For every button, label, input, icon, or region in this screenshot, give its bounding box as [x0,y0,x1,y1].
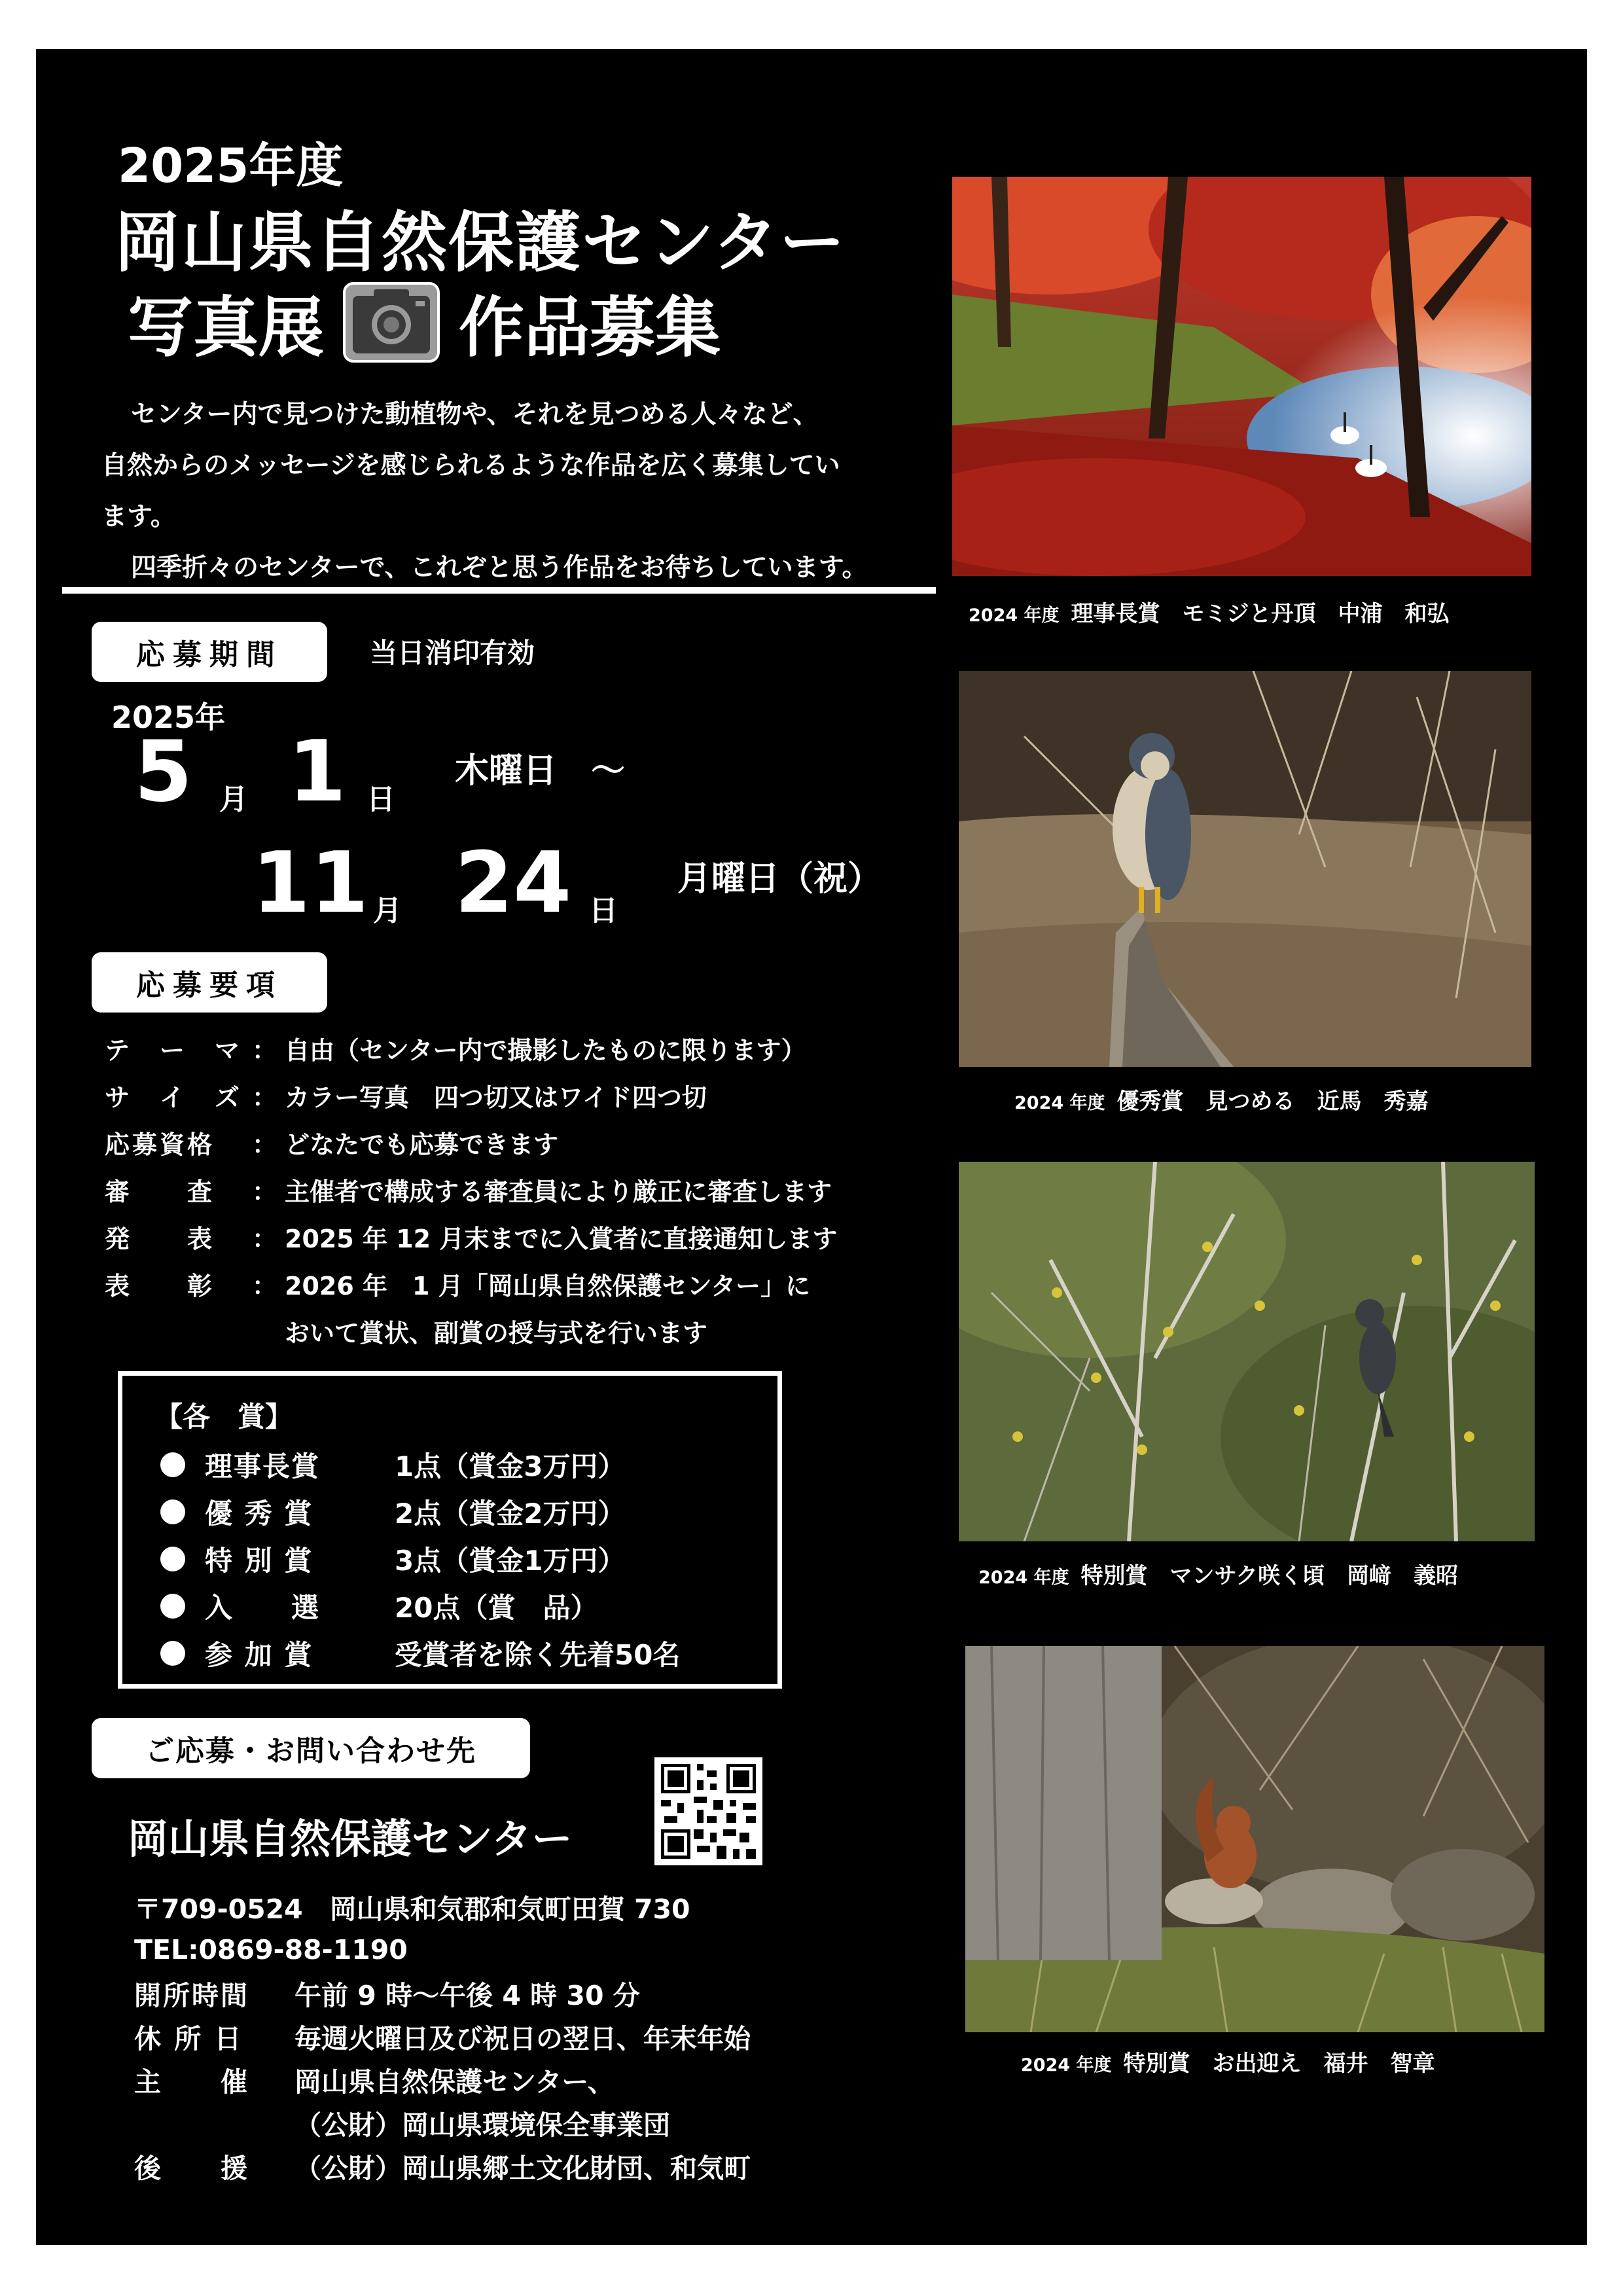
requirement-colon: ： [252,1130,277,1159]
intro-line-2: 自然からのメッセージを感じられるような作品を広く募集してい [101,451,840,480]
contact-value: （公財）岡山県郷土文化財団、和気町 [294,2152,751,2184]
prize-detail: 1点（賞金3万円） [395,1450,626,1482]
requirement-row [105,1071,942,1119]
requirement-row [105,1119,942,1166]
contact-row [134,2144,751,2187]
contact-tel[interactable]: TEL:0869-88-1190 [134,1934,408,1965]
requirement-value: 2025 年 12 月末までに入賞者に直接通知します [285,1224,838,1253]
bullet-icon [160,1499,185,1524]
intro-line-1: センター内で見つけた動植物や、それを見つめる人々など、 [131,400,819,429]
title-photo-exhibition: 写真展 [128,289,324,366]
caption-title: 理事長賞 モミジと丹頂 中浦 和弘 [1071,601,1450,627]
contact-key: 後 援 [134,2152,249,2184]
prize-name: 入 選 [205,1592,321,1624]
contact-value: （公財）岡山県環境保全事業団 [294,2109,670,2141]
divider [62,587,936,594]
requirement-key: 表 彰 [105,1271,215,1300]
bullet-icon [160,1547,185,1571]
contact-row [134,2015,751,2058]
bullet-icon [160,1641,185,1666]
requirement-value: どなたでも応募できます [285,1130,559,1159]
requirement-colon: ： [252,1035,277,1065]
caption-year: 2024 年度 [978,1568,1069,1588]
start-weekday: 木曜日 ～ [455,751,626,791]
prize-name: 優 秀 賞 [205,1498,313,1530]
end-day-unit: 日 [589,894,618,927]
photo-squirrel [965,1646,1544,2032]
title-call-for-entries: 作品募集 [459,289,721,366]
start-month: 5 [134,723,193,821]
photo-caption [1014,1083,1429,1115]
prize-item [160,1630,680,1677]
requirement-key: 発 表 [105,1224,215,1253]
prize-name: 特 別 賞 [205,1545,313,1577]
requirement-key: サ イ ズ [105,1083,243,1112]
photo-hawk [959,671,1531,1067]
contact-value: 岡山県自然保護センター、 [294,2066,615,2098]
end-month: 11 [252,834,369,932]
requirement-key: 審 査 [105,1177,215,1206]
photo-bird-witch-hazel [959,1162,1535,1541]
caption-year: 2024 年度 [1021,2055,1112,2075]
prize-detail: 20点（賞 品） [395,1592,598,1624]
contact-row [134,2101,751,2144]
intro-line-4: 四季折々のセンターで、これぞと思う作品をお待ちしています。 [131,553,868,583]
requirement-colon: ： [252,1177,277,1206]
period-note: 当日消印有効 [370,637,535,669]
header-title-line [128,275,721,369]
prize-item [160,1441,680,1488]
prize-name: 参 加 賞 [205,1639,313,1671]
requirement-value: 自由（センター内で撮影したものに限ります） [285,1035,806,1065]
prize-list [160,1441,680,1677]
requirement-key: 応募資格 [105,1130,215,1159]
contact-org: 岡山県自然保護センター [128,1815,573,1863]
end-month-unit: 月 [373,894,402,927]
contact-address: 〒709-0524 岡山県和気郡和気町田賀 730 [134,1893,690,1925]
header-year: 2025年度 [118,138,344,193]
contact-value: 午前 9 時～午後 4 時 30 分 [294,1979,640,2011]
requirement-row [105,1024,942,1071]
requirement-colon: ： [252,1271,277,1300]
camera-icon [342,281,440,363]
prize-item [160,1583,680,1630]
contact-details [134,1885,751,2187]
bullet-icon [160,1594,185,1619]
qr-code-icon[interactable] [654,1757,762,1865]
requirements-list [105,1024,942,1354]
prize-detail: 2点（賞金2万円） [395,1498,626,1530]
prize-item [160,1488,680,1535]
requirement-row [105,1166,942,1213]
start-month-unit: 月 [219,783,248,816]
photo-maple-cranes [952,177,1531,576]
requirement-key: テ ー マ [105,1035,243,1065]
caption-title: 特別賞 マンサク咲く頃 岡﨑 義昭 [1080,1563,1459,1589]
requirements-label: 応募要項 [92,952,327,1013]
period-label: 応募期間 [92,622,327,682]
requirement-row [105,1260,942,1307]
header-org-title: 岡山県自然保護センター [115,204,846,281]
caption-title: 特別賞 お出迎え 福井 智章 [1123,2051,1435,2077]
contact-key: 休 所 日 [134,2022,243,2054]
intro-line-3: ます。 [101,502,176,531]
photo-caption [1021,2045,1435,2077]
bullet-icon [160,1452,185,1477]
contact-row [134,2058,751,2101]
end-weekday: 月曜日（祝） [677,859,882,899]
caption-year: 2024 年度 [969,605,1060,626]
photo-caption [978,1558,1458,1590]
prize-detail: 受賞者を除く先着50名 [395,1639,681,1671]
requirement-value: 2026 年 1 月「岡山県自然保護センター」に [285,1271,811,1300]
contact-key: 主 催 [134,2066,249,2098]
requirement-colon: ： [252,1224,277,1253]
requirement-value: 主催者で構成する審査員により厳正に審査します [285,1177,832,1206]
start-day: 1 [288,723,347,821]
contact-key: 開所時間 [134,1979,249,2011]
period-year: 2025年 [111,700,226,735]
end-day: 24 [455,834,572,932]
prize-name: 理事長賞 [205,1450,321,1482]
prize-box [118,1371,782,1689]
requirement-row [105,1213,942,1260]
requirement-value: カラー写真 四つ切又はワイド四つ切 [285,1083,707,1112]
caption-title: 優秀賞 見つめる 近馬 秀嘉 [1116,1088,1429,1115]
intro-text [101,389,952,594]
prize-detail: 3点（賞金1万円） [395,1545,626,1577]
contact-label: ご応募・お問い合わせ先 [92,1718,530,1778]
poster [36,49,1587,2245]
prize-header: 【各 賞】 [155,1401,293,1433]
photo-caption [969,596,1450,628]
requirement-continuation: おいて賞状、副賞の授与式を行います [285,1318,708,1348]
prize-item [160,1535,680,1583]
requirement-colon: ： [252,1083,277,1112]
start-day-unit: 日 [366,783,395,816]
caption-year: 2024 年度 [1014,1093,1105,1113]
contact-value: 毎週火曜日及び祝日の翌日、年末年始 [294,2022,751,2054]
contact-row [134,1971,751,2015]
